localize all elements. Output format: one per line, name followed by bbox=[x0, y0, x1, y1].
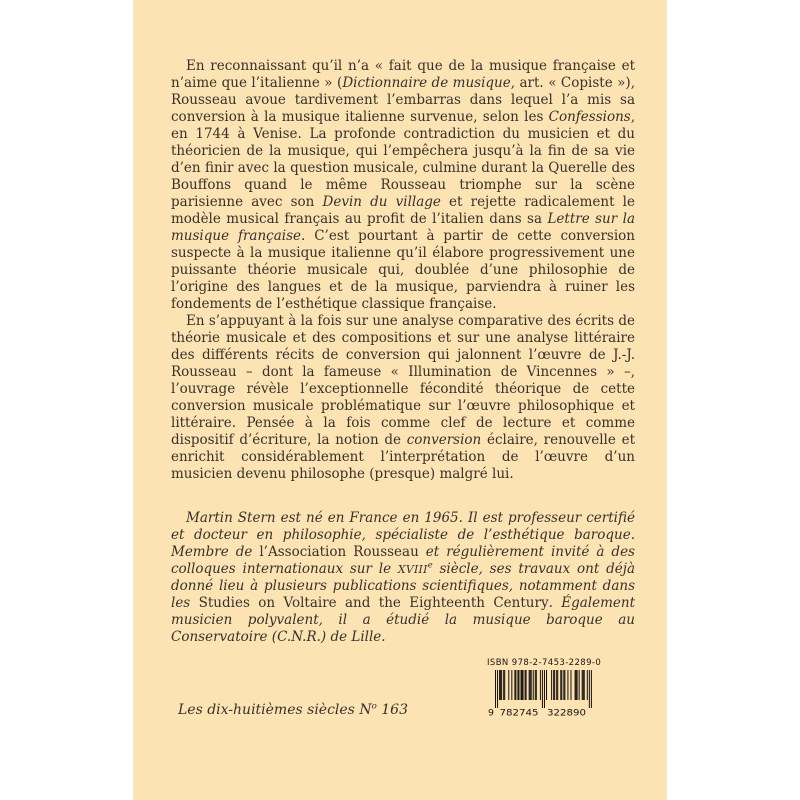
book-back-cover bbox=[133, 0, 667, 800]
collection-title: Les dix-huitièmes siècles $N^o$ 163 bbox=[178, 701, 408, 718]
svg-text:322890: 322890 bbox=[547, 708, 587, 717]
author-bio: Martin Stern est né en France en 1965. Il est professeur certifié et docteur en philosophie, spécialiste de l’esthétique baroque. Membre de l’Association Rousseau et régulièrement invité à des colloques internationaux sur le XVIIIe siècle, ses travaux ont déjà donné lieu à plusieurs publications scientifiques, notamment dans les Studies on Voltaire and the Eighteenth Century. Également musicien polyvalent, il a étudié la musique baroque au Conservatoire (C.N.R.) de Lille. bbox=[171, 510, 636, 645]
ean13-barcode bbox=[487, 670, 595, 717]
isbn-label: ISBN 978-2-7453-2289-0 bbox=[487, 658, 602, 668]
isbn-block bbox=[487, 658, 602, 717]
synopsis-paragraph-1: En reconnaissant qu’il n’a « fait que de la musique française et n’aime que l’italienne » (Dictionnaire de musique, art. « Copiste »), Rousseau avoue tardivement l’embarras dans lequel l’a mis sa conversion à la musique italienne survenue, selon les Confessions, en 1744 à Venise. La profonde contradiction du musicien et du théoricien de la musique, qui l’empêchera jusqu’à la fin de sa vie d’en finir avec la question musicale, culmine durant la Querelle des Bouffons quand le même Rousseau triomphe sur la scène parisienne avec son Devin du village et rejette radicalement le modèle musical français au profit de l’italien dans sa Lettre sur la musique française. C’est pourtant à partir de cette conversion suspecte à la musique italienne qu’il élabore progressivement une puissante théorie musicale qui, doublée d’une philosophie de l’origine des langues et de la musique, parviendra à ruiner les fondements de l’esthétique classique française. bbox=[171, 58, 636, 312]
synopsis-paragraph-2: En s’appuyant à la fois sur une analyse comparative des écrits de théorie musicale et des compositions et sur une analyse littéraire des différents récits de conversion qui jalonnent l’œuvre de J.-J. Rousseau – dont la fameuse « Illumination de Vincennes » –, l’ouvrage révèle l’exceptionnelle fécondité théorique de cette conversion musicale problématique sur l’œuvre philosophique et littéraire. Pensée à la fois comme clef de lecture et comme dispositif d’écriture, la notion de conversion éclaire, renouvelle et enrichit considérablement l’interprétation de l’œuvre d’un musicien devenu philosophe (presque) malgré lui. bbox=[171, 313, 635, 482]
svg-text:9: 9 bbox=[488, 708, 494, 717]
svg-text:782745: 782745 bbox=[499, 708, 539, 717]
back-cover-text-column bbox=[171, 58, 635, 646]
